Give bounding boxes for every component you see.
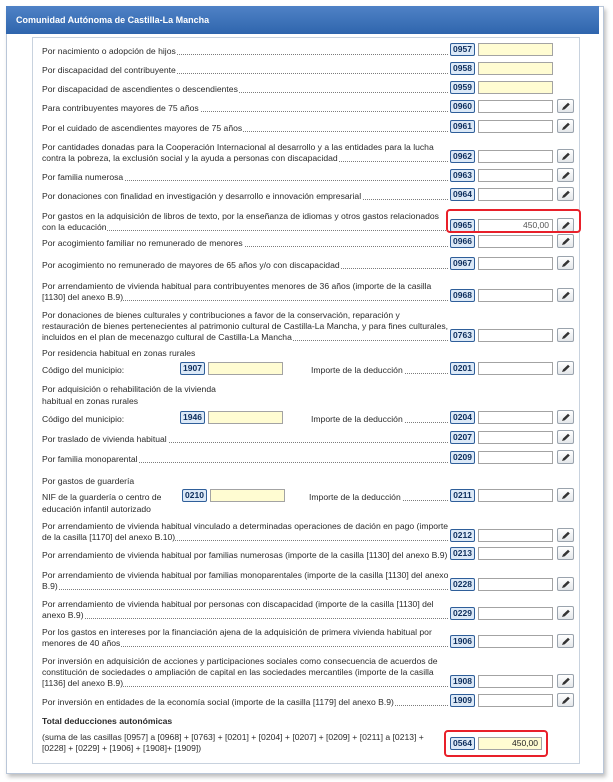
guarderia-nif-code: 0210: [182, 489, 207, 502]
field-code: 0968: [450, 289, 475, 302]
dot-leader: [402, 422, 448, 423]
total-code: 0564: [450, 737, 475, 750]
deduction-amount-input[interactable]: [478, 257, 553, 270]
field-code: 1906: [450, 635, 475, 648]
rehab-importe-input[interactable]: [478, 411, 553, 424]
deduction-label: Para contribuyentes mayores de 75 años: [42, 103, 199, 113]
field-code: 0957: [450, 43, 475, 56]
field-code: 0763: [450, 329, 475, 342]
deduction-label: Por donaciones de bienes culturales y contribuciones a favor de la conservación, reparación y restauración de bienes pertenecientes al patrimonio cultural de Castilla-La Mancha, y para fines culturales, incluidos en el plan de mecenazgo cultural de Castilla-La Mancha: [42, 310, 449, 342]
field-code: 0229: [450, 607, 475, 620]
pencil-icon[interactable]: [557, 528, 574, 542]
rehab-heading-2: habitual en zonas rurales: [42, 396, 139, 406]
deduction-amount-input[interactable]: [478, 635, 553, 648]
deduction-amount-input[interactable]: [478, 694, 553, 707]
deduction-label: Por nacimiento o adopción de hijos: [42, 46, 176, 56]
deduction-amount-input[interactable]: [478, 235, 553, 248]
pencil-icon[interactable]: [557, 410, 574, 424]
deduction-label: Por el cuidado de ascendientes mayores de 75 años: [42, 123, 243, 133]
deduction-amount-input[interactable]: [478, 578, 553, 591]
deduction-amount-input[interactable]: [478, 431, 553, 444]
deduction-label: Por arrendamiento de vivienda habitual por familias monoparentales (importe de la casilla [1130] del anexo B.9): [42, 570, 449, 591]
guarderia-importe-code: 0211: [450, 489, 475, 502]
deduction-label: Por arrendamiento de vivienda habitual vinculado a determinadas operaciones de dación en pago (importe de la casilla [1170] del anexo B.10): [42, 521, 449, 542]
pencil-icon[interactable]: [557, 256, 574, 270]
pencil-icon[interactable]: [557, 430, 574, 444]
total-title: Total deducciones autonómicas: [42, 716, 173, 726]
pencil-icon[interactable]: [557, 488, 574, 502]
field-code: 0958: [450, 62, 475, 75]
deduction-amount-input[interactable]: [478, 81, 553, 94]
deduction-label: Por gastos en la adquisición de libros de texto, por la enseñanza de idiomas y otros gastos relacionados con la educación: [42, 211, 439, 232]
highlight-box: [444, 730, 548, 757]
total-formula: (suma de las casillas [0957] a [0968] + [0763] + [0201] + [0204] + [0207] + [0209] + [0211] a [0213] + [0228] + [0229] + [1906] + [1908]+ [1909]): [42, 732, 424, 753]
pencil-icon[interactable]: [557, 288, 574, 302]
field-code: 0209: [450, 451, 475, 464]
deduction-label: Por los gastos en intereses por la financiación ajena de la adquisición de primera vivienda habitual por menores de 40 años: [42, 627, 432, 648]
pencil-icon[interactable]: [557, 693, 574, 707]
guarderia-nif-input[interactable]: [210, 489, 285, 502]
pencil-icon[interactable]: [557, 328, 574, 342]
dot-leader: [400, 500, 448, 501]
pencil-icon[interactable]: [557, 168, 574, 182]
pencil-icon[interactable]: [557, 674, 574, 688]
deduction-amount-input[interactable]: 450,00: [478, 219, 553, 232]
pencil-icon[interactable]: [557, 606, 574, 620]
deduction-amount-input[interactable]: [478, 169, 553, 182]
deduction-label: Por familia monoparental: [42, 454, 138, 464]
field-code: 0964: [450, 188, 475, 201]
field-code: 0213: [450, 547, 475, 560]
deduction-amount-input[interactable]: [478, 451, 553, 464]
field-code: 0965: [450, 219, 475, 232]
field-code: 0962: [450, 150, 475, 163]
deduction-amount-input[interactable]: [478, 289, 553, 302]
deduction-label: Por inversión en entidades de la economía social (importe de la casilla [1179] del anexo B.9): [42, 697, 394, 707]
field-code: 0207: [450, 431, 475, 444]
deduction-label: Por donaciones con finalidad en investigación y desarrollo e innovación empresarial: [42, 191, 362, 201]
field-code: 0966: [450, 235, 475, 248]
rural-municipio-input[interactable]: [208, 362, 283, 375]
guarderia-nif-label-2: educación infantil autorizado: [42, 504, 151, 514]
deduction-amount-input[interactable]: [478, 120, 553, 133]
pencil-icon[interactable]: [557, 634, 574, 648]
rehab-importe-code: 0204: [450, 411, 475, 424]
rehab-municipio-code: 1946: [180, 411, 205, 424]
total-value: 450,00: [478, 737, 542, 750]
field-code: 0212: [450, 529, 475, 542]
rehab-importe-label: Importe de la deducción: [311, 414, 403, 424]
guarderia-importe-input[interactable]: [478, 489, 553, 502]
pencil-icon[interactable]: [557, 99, 574, 113]
guarderia-importe-label: Importe de la deducción: [309, 492, 401, 502]
highlight-box: [446, 209, 581, 233]
deduction-label: Por cantidades donadas para la Cooperación Internacional al desarrollo y a las entidades para la lucha contra la pobreza, la exclusión social y la ayuda a personas con discapacidad: [42, 142, 434, 163]
guarderia-heading: Por gastos de guardería: [42, 476, 135, 486]
deduction-amount-input[interactable]: [478, 675, 553, 688]
section-header: Comunidad Autónoma de Castilla-La Mancha: [6, 6, 599, 34]
deduction-amount-input[interactable]: [478, 43, 553, 56]
rural-importe-code: 0201: [450, 362, 475, 375]
pencil-icon[interactable]: [557, 187, 574, 201]
deduction-label: Por discapacidad del contribuyente: [42, 65, 176, 75]
pencil-icon[interactable]: [557, 577, 574, 591]
dot-leader: [402, 373, 448, 374]
deduction-label: Por discapacidad de ascendientes o descendientes: [42, 84, 238, 94]
rehab-municipio-input[interactable]: [208, 411, 283, 424]
deduction-label: Por acogimiento familiar no remunerado de menores: [42, 238, 243, 248]
pencil-icon[interactable]: [557, 119, 574, 133]
deduction-amount-input[interactable]: [478, 62, 553, 75]
deduction-amount-input[interactable]: [478, 188, 553, 201]
deduction-amount-input[interactable]: [478, 529, 553, 542]
rural-importe-label: Importe de la deducción: [311, 365, 403, 375]
field-code: 0960: [450, 100, 475, 113]
deduction-amount-input[interactable]: [478, 329, 553, 342]
rehab-heading-1: Por adquisición o rehabilitación de la vivienda: [42, 384, 216, 394]
deduction-label: Por acogimiento no remunerado de mayores de 65 años y/o con discapacidad: [42, 260, 340, 270]
guarderia-nif-label-1: NIF de la guardería o centro de: [42, 492, 162, 502]
field-code: 0967: [450, 257, 475, 270]
deduction-amount-input[interactable]: [478, 150, 553, 163]
pencil-icon[interactable]: [557, 361, 574, 375]
pencil-icon[interactable]: [557, 234, 574, 248]
deduction-label: Por arrendamiento de vivienda habitual por personas con discapacidad (importe de la casilla [1130] del anexo B.9): [42, 599, 434, 620]
pencil-icon[interactable]: [557, 149, 574, 163]
rural-municipio-label: Código del municipio:: [42, 365, 125, 375]
field-code: 1909: [450, 694, 475, 707]
field-code: 1908: [450, 675, 475, 688]
field-code: 0959: [450, 81, 475, 94]
rural-heading: Por residencia habitual en zonas rurales: [42, 348, 196, 358]
field-code: 0961: [450, 120, 475, 133]
field-code: 0228: [450, 578, 475, 591]
pencil-icon[interactable]: [557, 546, 574, 560]
deduction-label: Por arrendamiento de vivienda habitual por familias numerosas (importe de la casilla [1130] del anexo B.9): [42, 550, 448, 560]
deduction-amount-input[interactable]: [478, 100, 553, 113]
deduction-label: Por familia numerosa: [42, 172, 124, 182]
deduction-label: Por inversión en adquisición de acciones y participaciones sociales como consecuencia de acuerdos de constitución de sociedades o ampliación de capital en las sociedades mercantiles (importe de la casilla [1136] del anexo B.9): [42, 656, 438, 688]
deduction-label: Por traslado de vivienda habitual: [42, 434, 167, 444]
rural-municipio-code: 1907: [180, 362, 205, 375]
pencil-icon[interactable]: [557, 450, 574, 464]
deduction-label: Por arrendamiento de vivienda habitual para contribuyentes menores de 36 años (importe de la casilla [1130] del anexo B.9): [42, 281, 432, 302]
rehab-municipio-label: Código del municipio:: [42, 414, 125, 424]
deduction-amount-input[interactable]: [478, 607, 553, 620]
rural-importe-input[interactable]: [478, 362, 553, 375]
field-code: 0963: [450, 169, 475, 182]
deduction-amount-input[interactable]: [478, 547, 553, 560]
